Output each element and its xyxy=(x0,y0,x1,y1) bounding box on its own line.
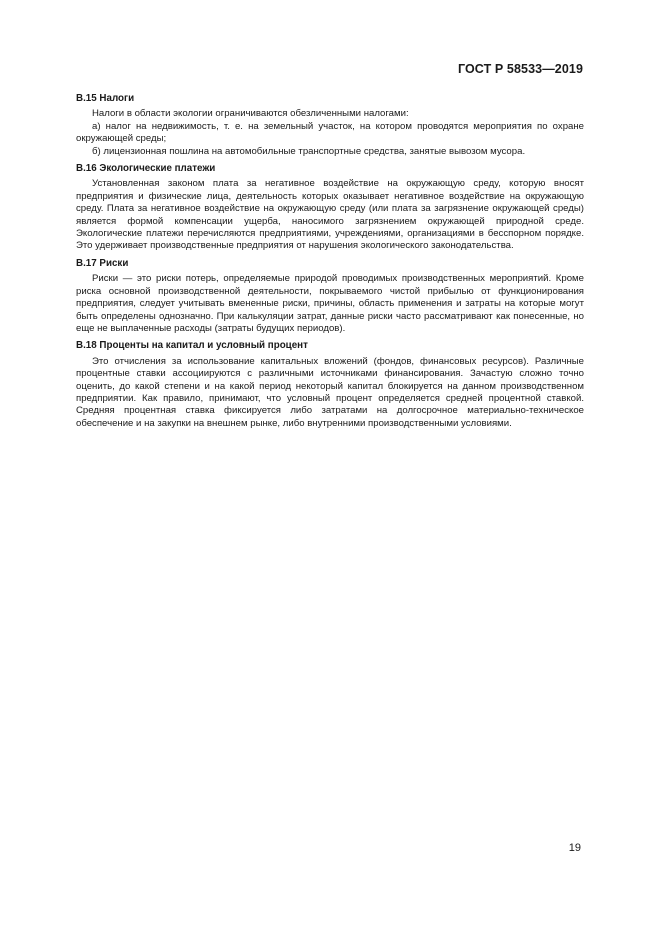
section-heading: В.18 Проценты на капитал и условный процент xyxy=(76,340,308,352)
document-body xyxy=(76,93,584,435)
section-capital-interest xyxy=(76,340,584,430)
section-risks xyxy=(76,258,584,335)
paragraph: Риски — это риски потерь, определяемые природой проводимых производственных мероприятий. Кроме риска основной производственной деятельности, покрываемого чистой прибылью от функционирования предприятия, следует учитывать вмененные риски, причины, область применения и затраты на которые могут быть определены однозначно. При калькуляции затрат, данные риски часто рассматривают как понесенные, но еще не выплаченные расходы (затраты будущих периодов). xyxy=(76,273,584,334)
section-heading: В.17 Риски xyxy=(76,257,129,269)
page-number: 19 xyxy=(568,842,581,854)
document-code-header: ГОСТ Р 58533—2019 xyxy=(457,62,583,76)
section-heading: В.15 Налоги xyxy=(76,93,135,104)
paragraph: б) лицензионная пошлина на автомобильные транспортные средства, занятые вывозом мусора. xyxy=(92,145,526,157)
section-ecological-payments xyxy=(76,163,584,253)
paragraph: Налоги в области экологии ограничиваются обезличенными налогами: xyxy=(92,108,409,120)
section-heading: В.16 Экологические платежи xyxy=(76,163,216,175)
paragraph: Это отчисления за использование капитальных вложений (фондов, финансовых ресурсов). Различные процентные ставки ассоциируются с различными источниками финансирования. Зачастую сложно точно оценить, до какой степени и на какой период некоторый капитал блокируется на данном производственном предприятии. Как правило, принимают, что условный процент определяется средней процентной ставкой. Средняя процентная ставка фиксируется либо затратами на долгосрочное материально-техническое обеспечение и на закупки на внешнем рынке, либо внутренними производственными условиями. xyxy=(76,355,584,429)
section-taxes xyxy=(76,93,584,158)
paragraph: а) налог на недвижимость, т. е. на земельный участок, на котором проводятся мероприятия по охране окружающей среды; xyxy=(76,120,584,145)
paragraph: Установленная законом плата за негативное воздействие на окружающую среду, которую вносят предприятия и физические лица, деятельность которых оказывает негативное воздействие на окружающую среду. Плата за негативное воздействие на окружающую среду (или плата за загрязнение окружающей среды) является формой компенсации ущерба, наносимого загрязнением окружающей природной среде. Экологические платежи перечисляются предприятиями, учреждениями, организациями в бесспорном порядке. Это удерживает производственные предприятия от нарушения экологического законодательства. xyxy=(76,178,584,252)
